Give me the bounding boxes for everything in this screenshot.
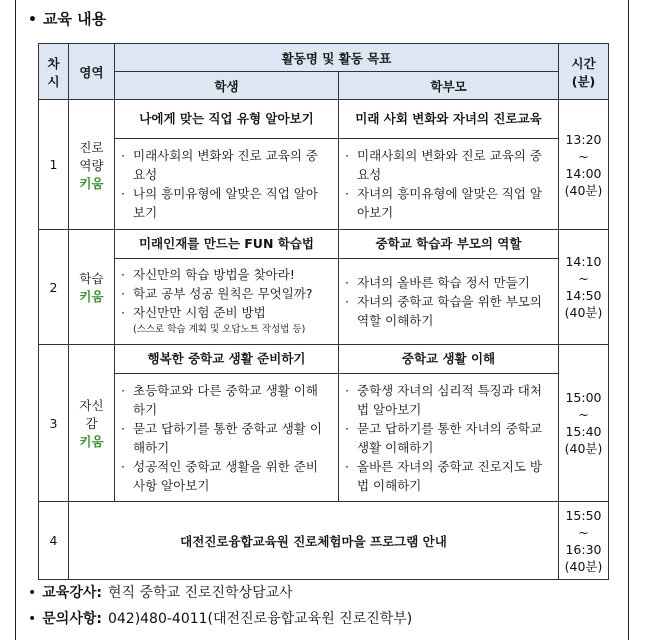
merged-program-cell: 대전진로융합교육원 진로체험마을 프로그램 안내	[69, 502, 559, 580]
curriculum-table	[38, 43, 609, 580]
bullet-icon: •	[28, 12, 37, 28]
parent-goals	[339, 259, 559, 345]
list-item: · 자신만만 시험 준비 방법	[121, 305, 266, 320]
list-item: · 초등학교와 다른 중학교 생활 이해하기	[121, 382, 318, 417]
list-item: · 묻고 답하기를 통한 중학교 생활 이해하기	[121, 420, 322, 455]
bullet-icon: •	[28, 611, 37, 627]
header-parent: 학부모	[339, 72, 559, 100]
area-cell: 진로 역량 키움	[69, 100, 115, 230]
list-item: · 올바른 자녀의 중학교 진로지도 방법 이해하기	[345, 458, 542, 493]
round-number: 2	[39, 230, 69, 345]
contact-label: 문의사항:	[42, 611, 102, 627]
round-number: 1	[39, 100, 69, 230]
section-heading-text: 교육 내용	[42, 10, 107, 28]
student-activity-title: 나에게 맞는 직업 유형 알아보기	[115, 100, 339, 139]
area-cell: 자신 감 키움	[69, 345, 115, 502]
parent-goals	[339, 374, 559, 502]
list-item: · 자녀의 올바른 학습 정서 만들기	[345, 275, 530, 290]
parent-activity-title: 미래 사회 변화와 자녀의 진로교육	[339, 100, 559, 139]
list-item: · 성공적인 중학교 생활을 위한 준비사항 알아보기	[121, 458, 318, 493]
round-number: 3	[39, 345, 69, 502]
list-item: · 미래사회의 변화와 진로 교육의 중요성	[345, 148, 542, 182]
list-item: · 미래사회의 변화와 진로 교육의 중요성	[121, 148, 318, 182]
header-area: 영역	[69, 44, 115, 100]
parent-activity-title: 중학교 학습과 부모의 역할	[339, 230, 559, 259]
list-item-note: (스스로 학습 계획 및 오답노트 작성법 등)	[133, 324, 306, 335]
instructor-line	[28, 582, 293, 602]
time-cell: 15:50 ~ 16:30 (40분)	[559, 502, 609, 580]
instructor-value: 현직 중학교 진로진학상담교사	[107, 585, 293, 601]
parent-activity-title: 중학교 생활 이해	[339, 345, 559, 374]
list-item: · 학교 공부 성공 원칙은 무엇일까?	[121, 286, 313, 301]
student-goals	[115, 374, 339, 502]
bullet-icon: •	[28, 585, 37, 601]
student-goals	[115, 139, 339, 230]
list-item: · 자녀의 중학교 학습을 위한 부모의 역할 이해하기	[345, 294, 542, 328]
student-activity-title: 행복한 중학교 생활 준비하기	[115, 345, 339, 374]
header-student: 학생	[115, 72, 339, 100]
header-round: 차 시	[39, 44, 69, 100]
list-item: · 자신만의 학습 방법을 찾아라!	[121, 267, 295, 282]
area-cell: 학습 키움	[69, 230, 115, 345]
time-cell: 13:20 ~ 14:00 (40분)	[559, 100, 609, 230]
list-item: · 자녀의 흥미유형에 알맞은 직업 알아보기	[345, 186, 542, 220]
time-cell: 15:00 ~ 15:40 (40분)	[559, 345, 609, 502]
list-item: · 묻고 답하기를 통한 자녀의 중학교 생활 이해하기	[345, 420, 542, 455]
student-goals	[115, 259, 339, 345]
student-activity-title: 미래인재를 만드는 FUN 학습법	[115, 230, 339, 259]
time-cell: 14:10 ~ 14:50 (40분)	[559, 230, 609, 345]
instructor-label: 교육강사:	[42, 585, 102, 601]
list-item: · 중학생 자녀의 심리적 특징과 대처법 알아보기	[345, 382, 542, 417]
contact-value: 042)480-4011(대전진로융합교육원 진로진학부)	[107, 611, 413, 627]
contact-line	[28, 608, 412, 628]
header-activity: 활동명 및 활동 목표	[115, 44, 559, 72]
round-number: 4	[39, 502, 69, 580]
header-time: 시간 (분)	[559, 44, 609, 100]
parent-goals	[339, 139, 559, 230]
section-heading	[28, 8, 106, 29]
list-item: · 나의 흥미유형에 알맞은 직업 알아보기	[121, 186, 318, 220]
